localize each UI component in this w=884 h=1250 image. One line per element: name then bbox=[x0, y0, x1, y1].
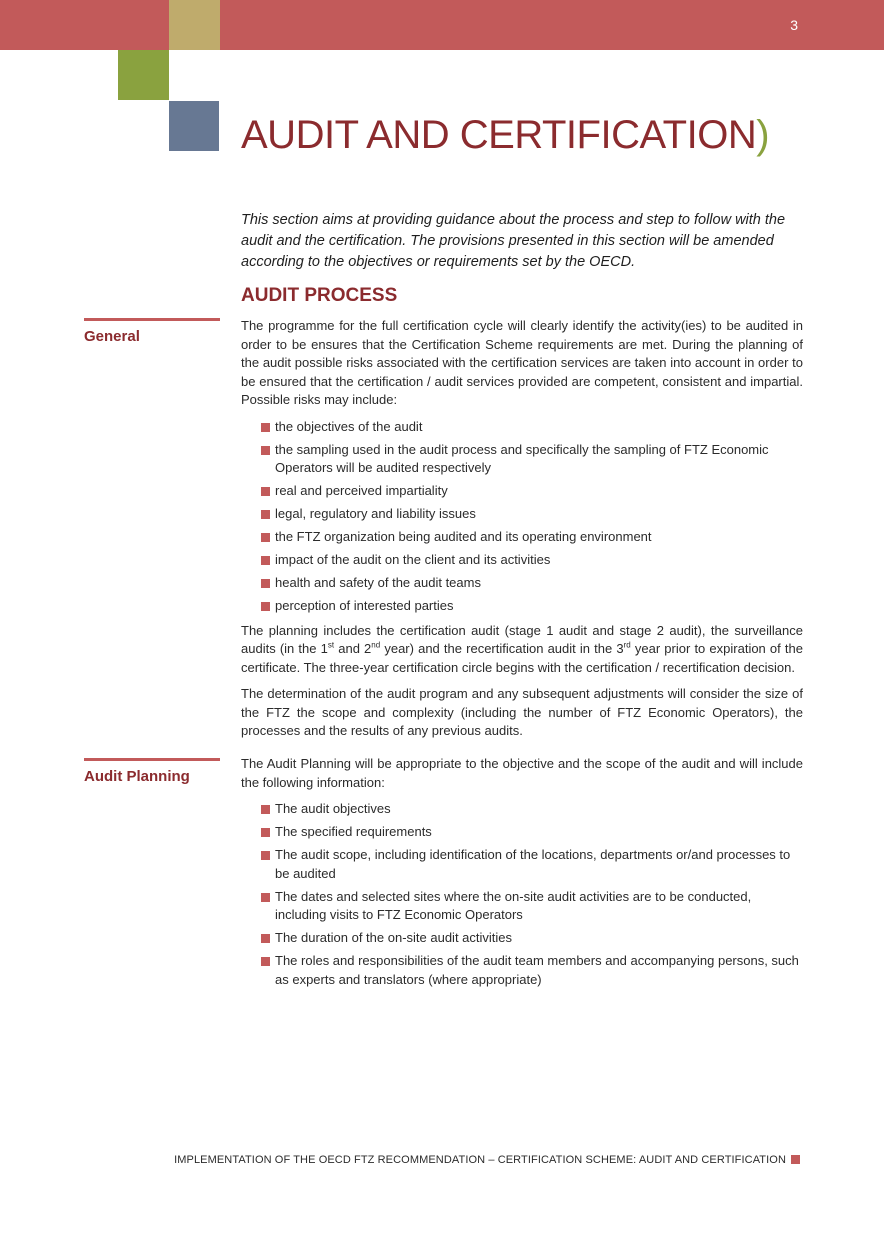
audit-planning-rule bbox=[84, 758, 220, 761]
para2-sup-1: st bbox=[327, 640, 335, 650]
footer-square-icon bbox=[791, 1155, 800, 1164]
intro-paragraph: This section aims at providing guidance about the process and step to follow with the audit and the certification. The provisions presented in this section will be amended according to the objectives or requirements set by the OECD. bbox=[241, 212, 786, 270]
audit-planning-list bbox=[241, 800, 803, 989]
para2-text-2: and 2 bbox=[334, 641, 372, 656]
general-paragraph-1: The programme for the full certification cycle will clearly identify the activity(ies) to be audited in order to be ensures that the Certification Scheme requirements are met. During the planning of the audit possible risks associated with the certification services are taken into account in order to be ensured that the certification / audit services provided are competent, consistent and impartial. Possible risks may include: bbox=[241, 318, 803, 407]
list-item: The roles and responsibilities of the audit team members and accompanying persons, such as experts and translators (where appropriate) bbox=[261, 952, 803, 989]
general-paragraph-2 bbox=[241, 622, 803, 678]
section-heading: AUDIT PROCESS bbox=[241, 285, 398, 306]
para2-sup-3: rd bbox=[623, 640, 631, 650]
list-item: legal, regulatory and liability issues bbox=[261, 505, 803, 524]
general-section bbox=[241, 317, 803, 749]
para2-sup-2: nd bbox=[371, 640, 381, 650]
risks-list bbox=[241, 418, 803, 616]
para2-text-1: The planning includes the certification audit (stage 1 audit and stage 2 audit), the surveillance audits (in the 1 bbox=[241, 622, 803, 656]
list-item: perception of interested parties bbox=[261, 597, 803, 616]
para2-text-4: year prior to expiration of the certificate. The three-year certification circle begins with the certification / recertification decision. bbox=[241, 641, 803, 675]
audit-planning-label: Audit Planning bbox=[84, 768, 190, 785]
audit-planning-section bbox=[241, 755, 803, 995]
footer bbox=[174, 1154, 800, 1166]
list-item: health and safety of the audit teams bbox=[261, 574, 803, 593]
para2-text-3: year) and the recertification audit in the 3 bbox=[380, 641, 624, 656]
list-item: real and perceived impartiality bbox=[261, 482, 803, 501]
list-item: The dates and selected sites where the on-site audit activities are to be conducted, including visits to FTZ Economic Operators bbox=[261, 888, 803, 925]
list-item: The audit scope, including identification of the locations, departments or/and processes to be audited bbox=[261, 846, 803, 883]
decorative-square-tan bbox=[169, 0, 220, 50]
header-bar bbox=[0, 0, 884, 50]
footer-text: IMPLEMENTATION OF THE OECD FTZ RECOMMENDATION – CERTIFICATION SCHEME: AUDIT AND CERTIFICATION bbox=[174, 1154, 786, 1166]
decorative-square-green bbox=[118, 50, 169, 100]
list-item: the objectives of the audit bbox=[261, 418, 803, 437]
list-item: impact of the audit on the client and its activities bbox=[261, 551, 803, 570]
general-rule bbox=[84, 318, 220, 321]
list-item: The specified requirements bbox=[261, 823, 803, 842]
page-number: 3 bbox=[790, 17, 798, 33]
general-label: General bbox=[84, 328, 140, 345]
title-paren: ) bbox=[756, 113, 770, 157]
decorative-square-blue bbox=[169, 101, 219, 151]
list-item: The audit objectives bbox=[261, 800, 803, 819]
list-item: the sampling used in the audit process and specifically the sampling of FTZ Economic Operators will be audited respectively bbox=[261, 441, 803, 478]
list-item: the FTZ organization being audited and its operating environment bbox=[261, 528, 803, 547]
page-title-text: AUDIT AND CERTIFICATION bbox=[241, 113, 757, 157]
audit-planning-paragraph: The Audit Planning will be appropriate to the objective and the scope of the audit and will include the following information: bbox=[241, 756, 803, 790]
general-paragraph-3: The determination of the audit program and any subsequent adjustments will consider the size of the FTZ the scope and complexity (including the number of FTZ Economic Operators), the processes and the results of any previous audits. bbox=[241, 686, 803, 738]
page-title bbox=[241, 113, 769, 158]
list-item: The duration of the on-site audit activities bbox=[261, 929, 803, 948]
